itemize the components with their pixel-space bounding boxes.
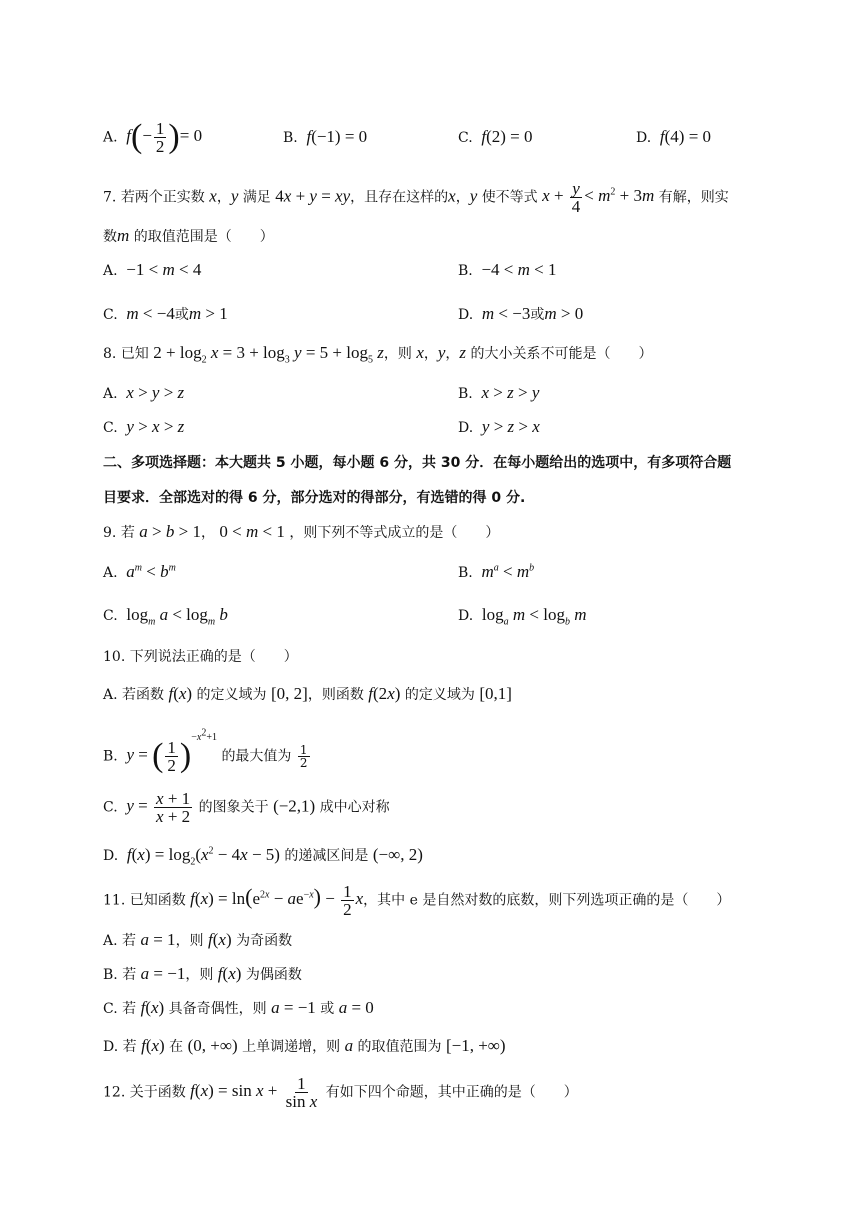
q7-option-d: D. m < −3或m > 0 [458,304,584,323]
q9-option-b: B. $m^a < m^b$ [458,562,535,581]
q8-stem: 8. 已知 $2 + \log_2 x = 3 + \log_3 y = 5 + \log_5 z$，则 x，y，z 的大小关系不可能是（ ） [103,343,653,366]
q10-option-a: A. 若函数 f(x) 的定义域为 [0, 2]，则函数 f(2x) 的定义域为 [0,1] [103,684,512,703]
q6-option-a: A. f(− $\frac{1}{2}$ )= 0 [103,118,203,156]
section2-heading-line1: 二、多项选择题：本大题共 5 小题，每小题 6 分，共 30 分．在每小题给出的选项中，有多项符合题 [103,455,732,471]
q7-stem-cont: 数m 的取值范围是（ ） [103,226,274,245]
q11-stem: 11. 已知函数 $f(x) = \ln(e^{2x} - ae^{-x})$ − $\frac{1}{2}$ x，其中 e 是自然对数的底数，则下列选项正确的是（ ） [103,882,731,919]
q6-option-d: D. f(4) = 0 [636,127,712,146]
q10-stem: 10. 下列说法正确的是（ ） [103,649,298,665]
q10-option-d: D. $f(x) = \log_2(x^2 - 4x - 5)$ 的递减区间是 (−∞, 2) [103,845,423,868]
q7-option-a: A. −1 < m < 4 [103,260,202,279]
q8-option-d: D. y > z > x [458,417,540,436]
q9-option-c: C. $\log_m a < \log_m b$ [103,605,228,628]
q11-option-a: A. 若 a = 1，则 f(x) 为奇函数 [103,930,293,949]
q11-option-b: B. 若 a = −1，则 f(x) 为偶函数 [103,964,302,983]
q8-option-b: B. x > z > y [458,383,540,402]
q10-option-c: C. y = $\frac{x + 1}{x + 2}$ 的图象关于 (−2,1) 成中心对称 [103,789,390,826]
q9-stem: 9. 若 a > b > 1， 0 < m < 1 ，则下列不等式成立的是（ ） [103,522,500,541]
q12-stem: 12. 关于函数 f(x) = sin x + $\frac{1}{\text{sin x}}$ 有如下四个命题，其中正确的是（ ） [103,1074,578,1111]
q7-option-b: B. −4 < m < 1 [458,260,557,279]
q9-option-d: D. $\log_a m < \log_b m$ [458,605,587,628]
q8-option-a: A. x > y > z [103,383,185,402]
q6-option-c: C. f(2) = 0 [458,127,533,146]
q10-option-b: B. y = ( $\frac{1}{2}$ )$^{-x^2+1}$ 的最大值为 $\frac{1}{2}$ [103,728,308,775]
q9-option-a: A. $a^m < b^m$ [103,562,176,581]
q8-option-c: C. y > x > z [103,417,185,436]
section2-heading-line2: 目要求．全部选对的得 6 分，部分选对的得部分，有选错的得 0 分. [103,490,526,506]
q11-option-c: C. 若 f(x) 具备奇偶性，则 a = −1 或 a = 0 [103,998,374,1017]
q11-option-d: D. 若 f(x) 在 (0, +∞) 上单调递增，则 a 的取值范围为 [−1, +∞) [103,1036,506,1055]
q7-option-c: C. m < −4或m > 1 [103,304,228,323]
q7-stem: 7. 若两个正实数 x，y 满足 4x + y = xy，且存在这样的x，y 使不等式 x + $\frac{y}{4}$ < $m^2 + 3m$ 有解，则实 [103,179,729,216]
q6-option-b: B. f(−1) = 0 [283,127,368,146]
